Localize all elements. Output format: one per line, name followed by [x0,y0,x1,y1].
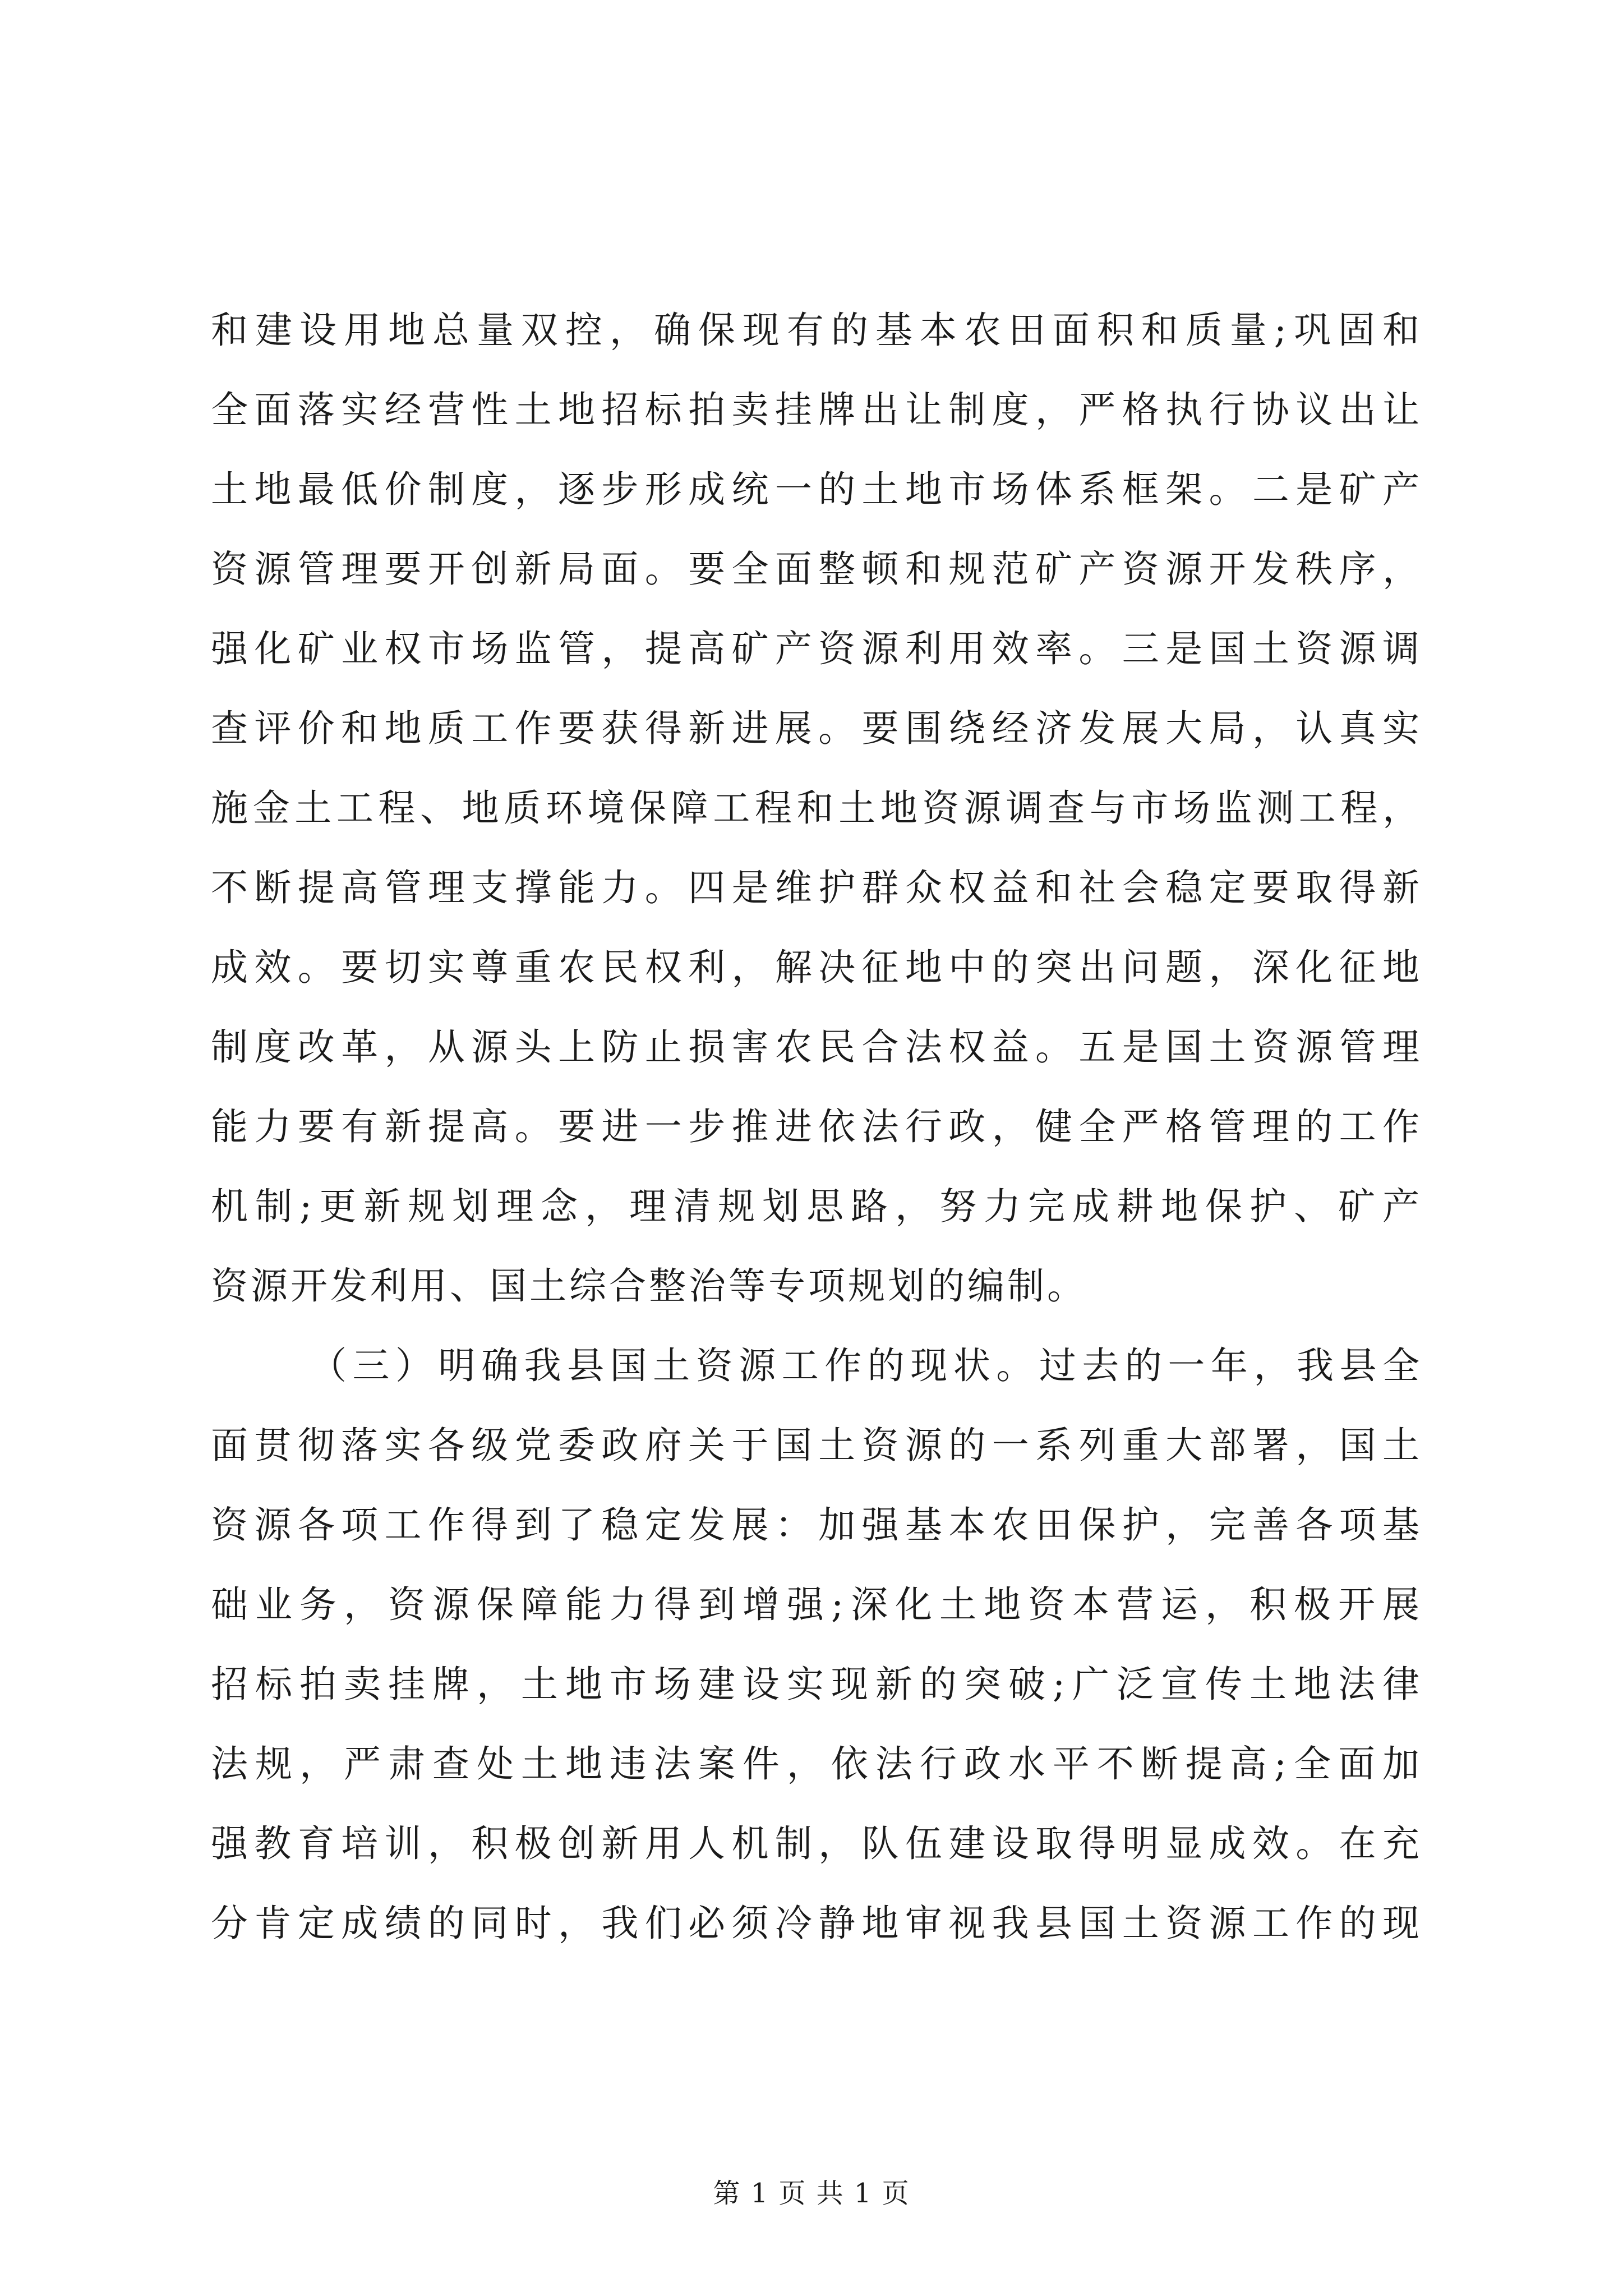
text-line: 施金土工程、地质环境保障工程和土地资源调查与市场监测工程， [211,786,1422,830]
document-body [211,291,1422,1963]
text-line: 招标拍卖挂牌，土地市场建设实现新的突破;广泛宣传土地法律 [211,1663,1422,1706]
text-line: 础业务，资源保障能力得到增强;深化土地资本营运，积极开展 [211,1583,1422,1626]
text-line-paragraph-end: 资源开发利用、国土综合整治等专项规划的编制。 [211,1264,1087,1308]
text-line: 能力要有新提高。要进一步推进依法行政，健全严格管理的工作 [211,1105,1422,1148]
text-line: 全面落实经营性土地招标拍卖挂牌出让制度，严格执行协议出让 [211,388,1422,431]
text-line: 资源各项工作得到了稳定发展：加强基本农田保护，完善各项基 [211,1503,1422,1547]
text-line: 法规，严肃查处土地违法案件，依法行政水平不断提高;全面加 [211,1742,1422,1786]
text-line: 强教育培训，积极创新用人机制，队伍建设取得明显成效。在充 [211,1822,1422,1865]
text-line: 不断提高管理支撑能力。四是维护群众权益和社会稳定要取得新 [211,866,1422,909]
text-line: 制度改革，从源头上防止损害农民合法权益。五是国土资源管理 [211,1025,1422,1069]
text-line: 查评价和地质工作要获得新进展。要围绕经济发展大局，认真实 [211,707,1422,750]
text-line: 机制;更新规划理念，理清规划思路，努力完成耕地保护、矿产 [211,1185,1422,1228]
text-line: 分肯定成绩的同时，我们必须冷静地审视我县国土资源工作的现 [211,1902,1422,1945]
text-line: 资源管理要开创新局面。要全面整顿和规范矿产资源开发秩序， [211,547,1422,591]
text-line: 和建设用地总量双控，确保现有的基本农田面积和质量;巩固和 [211,309,1422,352]
page-footer [0,2177,1623,2210]
text-line: 面贯彻落实各级党委政府关于国土资源的一系列重大部署，国土 [211,1424,1422,1467]
text-line: 成效。要切实尊重农民权利，解决征地中的突出问题，深化征地 [211,946,1422,989]
text-line-paragraph-start: （三）明确我县国土资源工作的现状。过去的一年，我县全 [310,1344,1422,1387]
text-line: 土地最低价制度，逐步形成统一的土地市场体系框架。二是矿产 [211,468,1422,511]
text-line: 强化矿业权市场监管，提高矿产资源利用效率。三是国土资源调 [211,627,1422,670]
page-number-label: 第 1 页 共 1 页 [713,2178,910,2209]
